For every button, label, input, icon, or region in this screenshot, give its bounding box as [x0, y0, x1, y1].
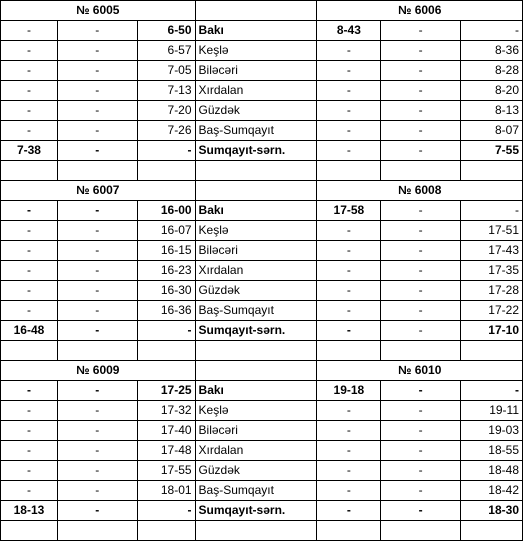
empty-cell	[137, 521, 195, 541]
time-cell: -	[381, 241, 461, 261]
train-number-right: № 6010	[317, 361, 523, 381]
station-name-cell: Sumqayıt-sərn.	[195, 321, 317, 341]
time-cell: -	[381, 61, 461, 81]
time-cell: -	[1, 281, 58, 301]
table-row	[1, 441, 523, 461]
header-blank-cell	[195, 1, 317, 21]
table-row	[1, 301, 523, 321]
table-row	[1, 501, 523, 521]
time-cell: -	[1, 441, 58, 461]
time-cell: 17-55	[137, 461, 195, 481]
time-cell: -	[381, 201, 461, 221]
station-name-cell: Xırdalan	[195, 81, 317, 101]
station-name-cell: Baş-Sumqayıt	[195, 301, 317, 321]
time-cell: -	[57, 21, 137, 41]
time-cell: -	[317, 101, 381, 121]
time-cell: 16-07	[137, 221, 195, 241]
time-cell: -	[57, 501, 137, 521]
time-cell: -	[317, 501, 381, 521]
train-number-right: № 6006	[317, 1, 523, 21]
time-cell: 8-43	[317, 21, 381, 41]
time-cell: -	[57, 141, 137, 161]
table-row	[1, 41, 523, 61]
time-cell: -	[137, 501, 195, 521]
time-cell: -	[1, 201, 58, 221]
time-cell: -	[1, 121, 58, 141]
table-row	[1, 101, 523, 121]
time-cell: -	[57, 441, 137, 461]
table-row	[1, 421, 523, 441]
time-cell: 16-15	[137, 241, 195, 261]
spacer-row	[1, 161, 523, 181]
time-cell: -	[317, 281, 381, 301]
time-cell: -	[57, 261, 137, 281]
station-name-cell: Keşlə	[195, 41, 317, 61]
time-cell: -	[57, 321, 137, 341]
table-row	[1, 61, 523, 81]
station-name-cell: Güzdək	[195, 281, 317, 301]
time-cell: -	[1, 41, 58, 61]
station-name-cell: Sumqayıt-sərn.	[195, 141, 317, 161]
time-cell: 16-00	[137, 201, 195, 221]
time-cell: -	[381, 81, 461, 101]
empty-cell	[137, 341, 195, 361]
time-cell: -	[317, 421, 381, 441]
time-cell: -	[1, 481, 58, 501]
time-cell: 19-18	[317, 381, 381, 401]
time-cell: 18-55	[461, 441, 523, 461]
time-cell: 7-20	[137, 101, 195, 121]
time-cell: -	[137, 321, 195, 341]
time-cell: -	[317, 121, 381, 141]
time-cell: -	[381, 421, 461, 441]
time-cell: -	[381, 501, 461, 521]
empty-cell	[195, 341, 317, 361]
station-name-cell: Baş-Sumqayıt	[195, 481, 317, 501]
time-cell: -	[317, 81, 381, 101]
time-cell: -	[317, 241, 381, 261]
time-cell: 17-32	[137, 401, 195, 421]
time-cell: 7-26	[137, 121, 195, 141]
time-cell: -	[1, 301, 58, 321]
time-cell: -	[1, 81, 58, 101]
time-cell: -	[317, 141, 381, 161]
time-cell: -	[1, 221, 58, 241]
time-cell: -	[57, 381, 137, 401]
time-cell: 17-25	[137, 381, 195, 401]
time-cell: -	[381, 101, 461, 121]
empty-cell	[57, 341, 137, 361]
time-cell: 17-28	[461, 281, 523, 301]
time-cell: 7-38	[1, 141, 58, 161]
time-cell: -	[317, 61, 381, 81]
time-cell: -	[57, 281, 137, 301]
table-row	[1, 481, 523, 501]
time-cell: 8-13	[461, 101, 523, 121]
time-cell: -	[57, 81, 137, 101]
empty-cell	[137, 161, 195, 181]
station-name-cell: Bakı	[195, 21, 317, 41]
time-cell: -	[381, 321, 461, 341]
table-row	[1, 281, 523, 301]
empty-cell	[1, 341, 58, 361]
station-name-cell: Bakı	[195, 381, 317, 401]
time-cell: 17-58	[317, 201, 381, 221]
time-cell: -	[381, 121, 461, 141]
time-cell: 16-23	[137, 261, 195, 281]
time-cell: -	[317, 481, 381, 501]
station-name-cell: Güzdək	[195, 101, 317, 121]
empty-cell	[381, 161, 461, 181]
time-cell: -	[381, 21, 461, 41]
time-cell: 17-10	[461, 321, 523, 341]
time-cell: -	[57, 221, 137, 241]
station-name-cell: Güzdək	[195, 461, 317, 481]
time-cell: 7-13	[137, 81, 195, 101]
table-row	[1, 241, 523, 261]
station-name-cell: Biləcəri	[195, 241, 317, 261]
time-cell: -	[317, 41, 381, 61]
time-cell: -	[381, 41, 461, 61]
time-cell: -	[1, 461, 58, 481]
table-row	[1, 201, 523, 221]
empty-cell	[195, 161, 317, 181]
empty-cell	[1, 521, 58, 541]
time-cell: 17-48	[137, 441, 195, 461]
time-cell: -	[57, 301, 137, 321]
table-row	[1, 121, 523, 141]
time-cell: -	[1, 21, 58, 41]
empty-cell	[381, 341, 461, 361]
table-row	[1, 381, 523, 401]
train-number-header-row	[1, 181, 523, 201]
time-cell: 8-36	[461, 41, 523, 61]
time-cell: -	[381, 141, 461, 161]
table-row	[1, 221, 523, 241]
time-cell: 19-03	[461, 421, 523, 441]
time-cell: -	[1, 61, 58, 81]
time-cell: -	[317, 301, 381, 321]
time-cell: -	[381, 381, 461, 401]
time-cell: -	[381, 481, 461, 501]
empty-cell	[57, 521, 137, 541]
station-name-cell: Bakı	[195, 201, 317, 221]
time-cell: -	[1, 421, 58, 441]
empty-cell	[317, 341, 381, 361]
time-cell: 18-01	[137, 481, 195, 501]
station-name-cell: Sumqayıt-sərn.	[195, 501, 317, 521]
time-cell: 8-28	[461, 61, 523, 81]
time-cell: -	[57, 401, 137, 421]
time-cell: -	[57, 101, 137, 121]
time-cell: -	[461, 381, 523, 401]
train-number-left: № 6007	[1, 181, 196, 201]
time-cell: 17-43	[461, 241, 523, 261]
empty-cell	[461, 521, 523, 541]
empty-cell	[317, 161, 381, 181]
time-cell: -	[57, 121, 137, 141]
station-name-cell: Baş-Sumqayıt	[195, 121, 317, 141]
empty-cell	[317, 521, 381, 541]
empty-cell	[461, 161, 523, 181]
time-cell: 8-07	[461, 121, 523, 141]
station-name-cell: Xırdalan	[195, 441, 317, 461]
time-cell: -	[317, 221, 381, 241]
station-name-cell: Biləcəri	[195, 421, 317, 441]
table-row	[1, 401, 523, 421]
empty-cell	[381, 521, 461, 541]
time-cell: -	[317, 321, 381, 341]
time-cell: -	[381, 261, 461, 281]
time-cell: 17-22	[461, 301, 523, 321]
time-cell: 8-20	[461, 81, 523, 101]
table-row	[1, 461, 523, 481]
time-cell: -	[461, 201, 523, 221]
train-number-right: № 6008	[317, 181, 523, 201]
time-cell: -	[57, 421, 137, 441]
spacer-row	[1, 521, 523, 541]
time-cell: 6-50	[137, 21, 195, 41]
station-name-cell: Keşlə	[195, 401, 317, 421]
time-cell: 17-40	[137, 421, 195, 441]
table-row	[1, 321, 523, 341]
spacer-row	[1, 341, 523, 361]
time-cell: 17-51	[461, 221, 523, 241]
time-cell: -	[381, 301, 461, 321]
time-cell: -	[317, 261, 381, 281]
header-blank-cell	[195, 361, 317, 381]
time-cell: -	[1, 401, 58, 421]
train-number-left: № 6005	[1, 1, 196, 21]
table-row	[1, 141, 523, 161]
time-cell: -	[317, 441, 381, 461]
table-row	[1, 81, 523, 101]
time-cell: -	[381, 281, 461, 301]
time-cell: -	[381, 401, 461, 421]
train-number-left: № 6009	[1, 361, 196, 381]
time-cell: -	[381, 221, 461, 241]
empty-cell	[195, 521, 317, 541]
table-row	[1, 21, 523, 41]
station-name-cell: Xırdalan	[195, 261, 317, 281]
station-name-cell: Biləcəri	[195, 61, 317, 81]
time-cell: -	[1, 101, 58, 121]
train-number-header-row	[1, 361, 523, 381]
time-cell: -	[57, 481, 137, 501]
time-cell: -	[461, 21, 523, 41]
time-cell: -	[317, 461, 381, 481]
empty-cell	[1, 161, 58, 181]
time-cell: 19-11	[461, 401, 523, 421]
time-cell: 18-42	[461, 481, 523, 501]
time-cell: 6-57	[137, 41, 195, 61]
time-cell: -	[1, 381, 58, 401]
time-cell: 18-13	[1, 501, 58, 521]
time-cell: -	[57, 241, 137, 261]
time-cell: 16-36	[137, 301, 195, 321]
table-row	[1, 261, 523, 281]
time-cell: -	[57, 61, 137, 81]
time-cell: -	[381, 461, 461, 481]
train-number-header-row	[1, 1, 523, 21]
time-cell: 16-30	[137, 281, 195, 301]
time-cell: 17-35	[461, 261, 523, 281]
station-name-cell: Keşlə	[195, 221, 317, 241]
time-cell: -	[317, 401, 381, 421]
time-cell: 7-55	[461, 141, 523, 161]
time-cell: -	[57, 201, 137, 221]
empty-cell	[461, 341, 523, 361]
time-cell: -	[381, 441, 461, 461]
time-cell: -	[57, 461, 137, 481]
empty-cell	[57, 161, 137, 181]
time-cell: -	[1, 261, 58, 281]
time-cell: 18-30	[461, 501, 523, 521]
time-cell: 7-05	[137, 61, 195, 81]
time-cell: 16-48	[1, 321, 58, 341]
time-cell: -	[137, 141, 195, 161]
header-blank-cell	[195, 181, 317, 201]
time-cell: 18-48	[461, 461, 523, 481]
time-cell: -	[1, 241, 58, 261]
time-cell: -	[57, 41, 137, 61]
